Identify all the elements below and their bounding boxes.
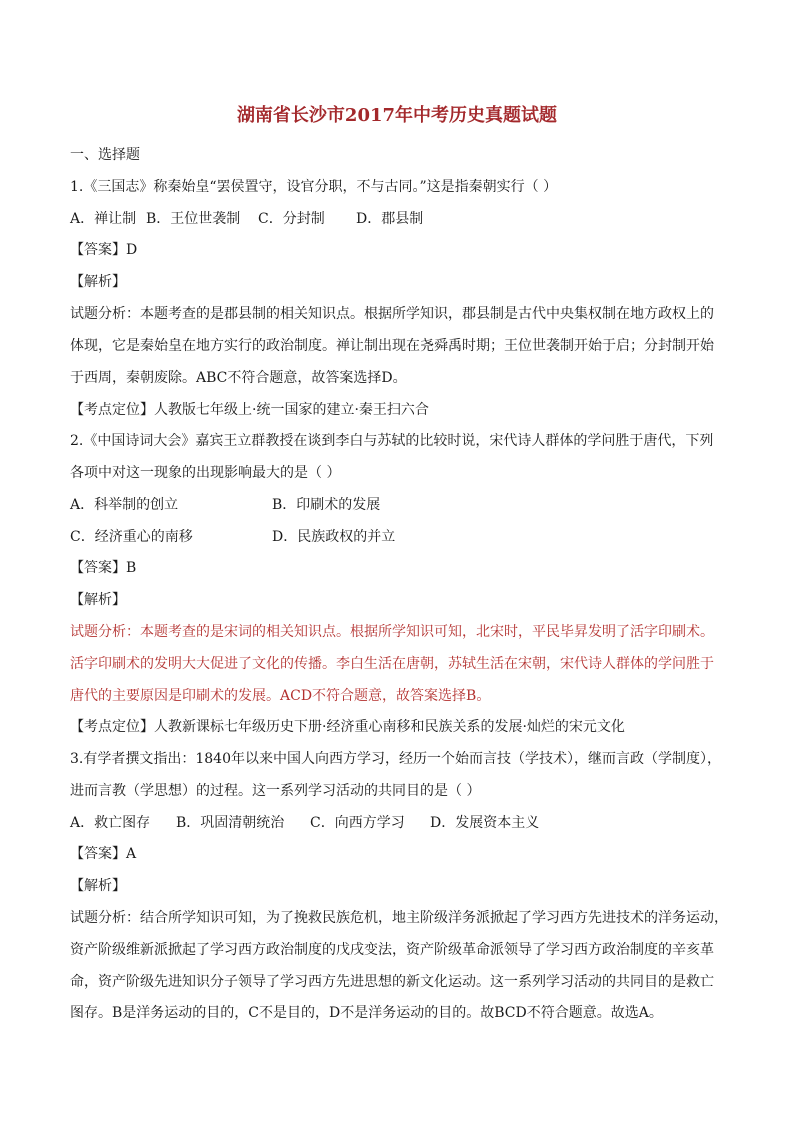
q2-stem-line: 2.《中国诗词大会》嘉宾王立群教授在谈到李白与苏轼的比较时说，宋代诗人群体的学问胜于唐代，下列 [70,433,714,449]
q3-options [70,814,730,832]
q1-option-c: C．分封制 [258,211,325,227]
q3-analysis-line: 命，资产阶级先进知识分子领导了学习西方先进思想的新文化运动。这一系列学习活动的共同目的是救亡 [70,974,714,990]
page-title: 湖南省长沙市2017年中考历史真题试题 [236,105,558,126]
q3-analysis-line: 图存。B是洋务运动的目的，C不是目的，D不是洋务运动的目的。故BCD不符合题意。故选A。 [70,1005,663,1021]
q1-analysis-line: 体现，它是秦始皇在地方实行的政治制度。禅让制出现在尧舜禹时期；王位世袭制开始于启；分封制开始 [70,338,714,354]
q3-option-c: C．向西方学习 [310,815,405,831]
q1-analysis-line: 试题分析：本题考查的是郡县制的相关知识点。根据所学知识，郡县制是古代中央集权制在地方政权上的 [70,306,714,322]
q3-analysis-label: 【解析】 [70,878,126,894]
q2-option-d: D．民族政权的并立 [272,529,396,545]
q3-analysis-line: 资产阶级维新派掀起了学习西方政治制度的戊戌变法，资产阶级革命派领导了学习西方政治制度的辛亥革 [70,942,714,958]
q3-analysis-line: 试题分析：结合所学知识可知，为了挽救民族危机，地主阶级洋务派掀起了学习西方先进技术的洋务运动， [70,910,728,926]
q2-option-b: B．印刷术的发展 [272,497,381,513]
q2-answer: 【答案】B [70,560,137,576]
q3-option-a: A．救亡图存 [70,815,151,831]
q2-analysis-line: 唐代的主要原因是印刷术的发展。ACD不符合题意，故答案选择B。 [70,688,491,704]
q3-option-d: D．发展资本主义 [430,815,540,831]
q2-options-row [70,528,730,546]
q2-option-c: C．经济重心的南移 [70,529,193,545]
q2-knowledge-point: 【考点定位】人教新课标七年级历史下册·经济重心南移和民族关系的发展·灿烂的宋元文化 [70,719,625,735]
q2-analysis-line: 活字印刷术的发明大大促进了文化的传播。李白生活在唐朝，苏轼生活在宋朝，宋代诗人群体的学问胜于 [70,656,714,672]
q2-analysis-label: 【解析】 [70,592,126,608]
q1-option-a: A．禅让制 [70,211,137,227]
q3-stem-line: 进而言教（学思想）的过程。这一系列学习活动的共同目的是（ ） [70,783,481,799]
q1-option-d: D．郡县制 [356,211,424,227]
q2-options-row [70,496,730,514]
q1-stem: 1.《三国志》称秦始皇“罢侯置守，设官分职，不与古同。”这是指秦朝实行（ ） [70,179,558,195]
q1-option-b: B．王位世袭制 [146,211,241,227]
section-heading: 一、选择题 [70,147,140,163]
q3-answer: 【答案】A [70,846,137,862]
q3-option-b: B．巩固清朝统治 [176,815,285,831]
q1-analysis-line: 于西周，秦朝废除。ABC不符合题意，故答案选择D。 [70,370,407,386]
q1-knowledge-point: 【考点定位】人教版七年级上·统一国家的建立·秦王扫六合 [70,402,429,418]
q1-analysis-label: 【解析】 [70,274,126,290]
q1-answer: 【答案】D [70,242,138,258]
q2-option-a: A．科举制的创立 [70,497,179,513]
q3-stem-line: 3.有学者撰文指出：1840年以来中国人向西方学习，经历一个始而言技（学技术），继而言政（学制度）， [70,751,721,767]
q1-options [70,210,730,228]
q2-analysis-line: 试题分析：本题考查的是宋词的相关知识点。根据所学知识可知，北宋时，平民毕昇发明了活字印刷术。 [70,624,714,640]
q2-stem-line: 各项中对这一现象的出现影响最大的是（ ） [70,465,341,481]
